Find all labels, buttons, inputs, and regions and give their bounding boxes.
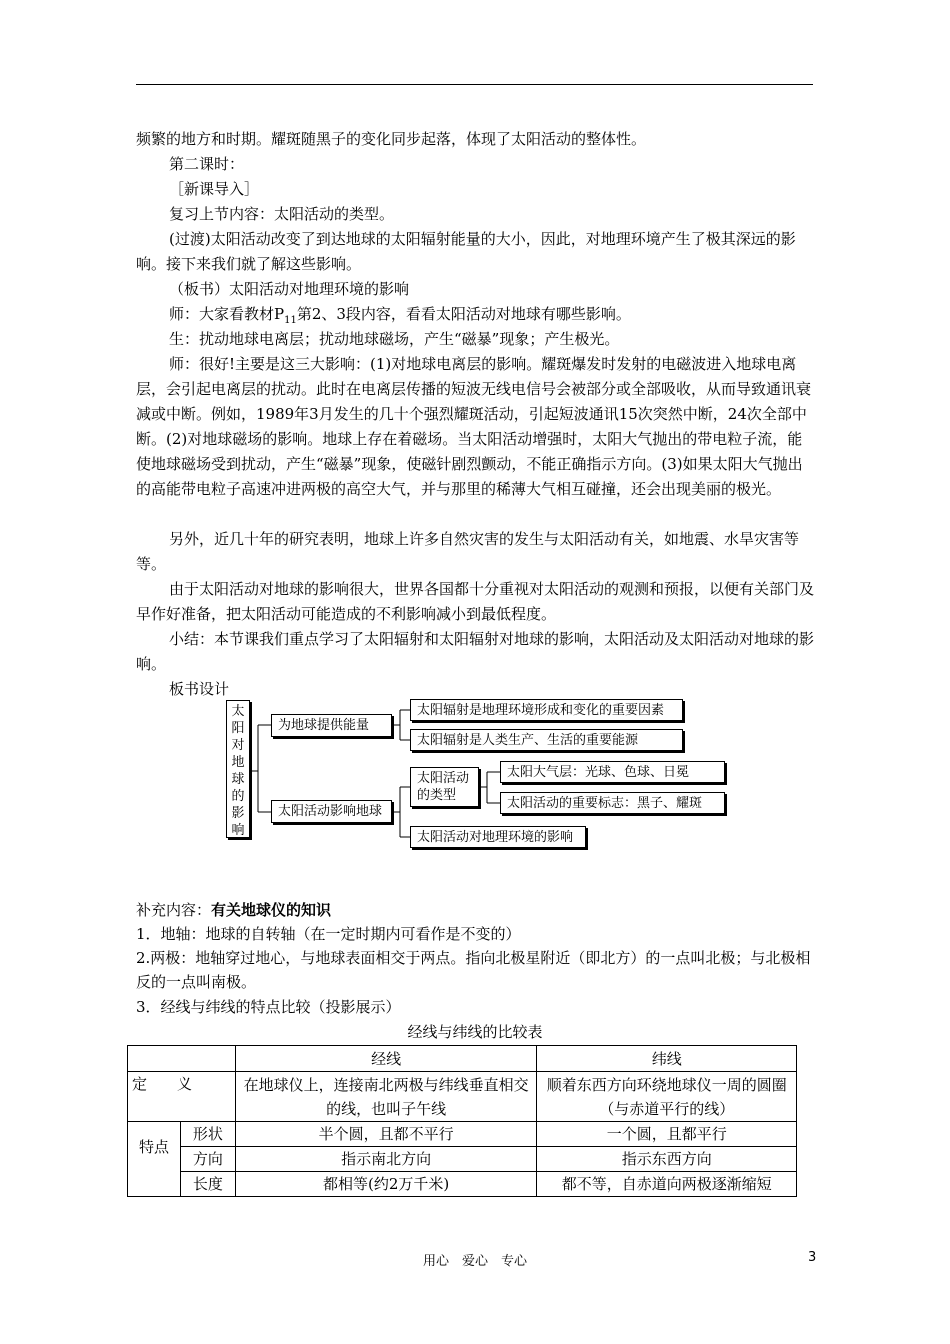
- diagram-branch-energy: 为地球提供能量: [271, 714, 392, 737]
- direction-latitude: 指示东西方向: [537, 1147, 797, 1172]
- table-caption: 经线与纬线的比较表: [407, 1023, 543, 1041]
- table-row: [128, 1122, 797, 1147]
- connector-sub2a: [479, 772, 500, 803]
- summary-paragraph: 小结：本节课我们重点学习了太阳辐射和太阳辐射对地球的影响，太阳活动及太阳活动对地球的影响。: [136, 630, 815, 673]
- lesson-heading: 第二课时：: [169, 155, 245, 173]
- header-latitude: 纬线: [537, 1046, 797, 1072]
- supplement-item-2: 2.两极：地轴穿过地心，与地球表面相交于两点。指向北极星附近（即北方）的一点叫北极；与北极相反的一点叫南极。: [136, 949, 811, 991]
- connector-branch2: [392, 787, 410, 837]
- row-label-direction: 方向: [180, 1147, 235, 1172]
- table-row: [128, 1147, 797, 1172]
- footer-motto: 用心 爱心 专心: [422, 1254, 527, 1269]
- connector-branch1: [392, 710, 410, 740]
- importance-paragraph: 由于太阳活动对地球的影响很大，世界各国都十分重视对太阳活动的观测和预报，以便有关部门及早作好准备，把太阳活动可能造成的不利影响减小到最低程度。: [136, 580, 815, 623]
- diagram-branch-activity: 太阳活动影响地球: [271, 800, 392, 823]
- definition-latitude: 顺着东西方向环绕地球仪一周的圆圈（与赤道平行的线）: [537, 1072, 797, 1122]
- supplement-item-1: 1．地轴：地球的自转轴（在一定时期内可看作是不变的）: [136, 925, 521, 943]
- row-label-shape: 形状: [180, 1122, 235, 1147]
- supplement-heading: [136, 899, 331, 921]
- board-design-heading: 板书设计: [169, 680, 230, 698]
- student-line: 生：扰动地球电离层；扰动地球磁场，产生“磁暴”现象；产生极光。: [169, 330, 620, 348]
- connector-root: [250, 725, 271, 812]
- direction-longitude: 指示南北方向: [235, 1147, 536, 1172]
- supplement-title: 有关地球仪的知识: [211, 901, 332, 919]
- teacher-line-pre: 师：大家看教材P: [169, 305, 285, 323]
- length-latitude: 都不等，自赤道向两极逐渐缩短: [537, 1172, 797, 1197]
- row-label-length: 长度: [180, 1172, 235, 1197]
- table-row: [128, 1172, 797, 1197]
- diagram-leaf-atmosphere: 太阳大气层：光球、色球、日冕: [500, 761, 725, 783]
- page-number: 3: [808, 1250, 817, 1265]
- teacher-line-post: 第2、3段内容，看看太阳活动对地球有哪些影响。: [296, 305, 631, 323]
- page-subscript: 11: [284, 315, 297, 326]
- table-header-row: [128, 1046, 797, 1072]
- review-text: 复习上节内容：太阳活动的类型。: [169, 205, 395, 223]
- table-row: [128, 1072, 797, 1122]
- section-heading: ［新课导入］: [169, 180, 260, 198]
- supplement-label: 补充内容：: [136, 901, 212, 919]
- definition-longitude: 在地球仪上，连接南北两极与纬线垂直相交的线，也叫子午线: [235, 1072, 536, 1122]
- research-paragraph: 另外，近几十年的研究表明，地球上许多自然灾害的发生与太阳活动有关，如地震、水旱灾害等等。: [136, 530, 800, 573]
- row-label-definition: 定 义: [128, 1072, 236, 1122]
- comparison-table: [127, 1045, 797, 1197]
- board-note: （板书）太阳活动对地理环境的影响: [169, 280, 410, 298]
- shape-latitude: 一个圆，且都平行: [537, 1122, 797, 1147]
- length-longitude: 都相等(约2万千米): [235, 1172, 536, 1197]
- shape-longitude: 半个圆，且都不平行: [235, 1122, 536, 1147]
- diagram-leaf-markers: 太阳活动的重要标志：黑子、耀斑: [500, 792, 725, 814]
- diagram-leaf-radiation-factor: 太阳辐射是地理环境形成和变化的重要因素: [410, 699, 683, 721]
- teacher-explanation: 师：很好!主要是这三大影响：(1)对地球电离层的影响。耀斑爆发时发射的电磁波进入地球电离层，会引起电离层的扰动。此时在电离层传播的短波无线电信号会被部分或全部吸收，从而导致通讯衰减或中断。例如，1989年3月发生的几十个强烈耀斑活动，引起短波通讯15次突然中断，24次全部中断。(2)对地球磁场的影响。地球上存在着磁场。当太阳活动增强时，太阳大气抛出的带电粒子流，能使地球磁场受到扰动，产生“磁暴”现象，使磁针剧烈颤动，不能正确指示方向。(3)如果太阳大气抛出的高能带电粒子高速冲进两极的高空大气，并与那里的稀薄大气相互碰撞，还会出现美丽的极光。: [136, 355, 812, 498]
- diagram-leaf-environment: 太阳活动对地理环境的影响: [410, 826, 586, 848]
- diagram-sub-activity-types: 太阳活动的类型: [410, 767, 479, 807]
- supplement-item-3: 3．经线与纬线的特点比较（投影展示）: [136, 998, 401, 1016]
- diagram-leaf-radiation-energy: 太阳辐射是人类生产、生活的重要能源: [410, 729, 683, 751]
- diagram-root-box: 太阳对地球的影响: [226, 700, 250, 838]
- header-longitude: 经线: [235, 1046, 536, 1072]
- table-corner-cell: [128, 1046, 236, 1072]
- paragraph-continuation: 频繁的地方和时期。耀斑随黑子的变化同步起落，体现了太阳活动的整体性。: [136, 130, 647, 148]
- group-label-features: 特点: [128, 1122, 181, 1172]
- group-label-spacer: [128, 1172, 181, 1197]
- transition-paragraph: (过渡)太阳活动改变了到达地球的太阳辐射能量的大小，因此，对地理环境产生了极其深远的影响。接下来我们就了解这些影响。: [136, 230, 796, 273]
